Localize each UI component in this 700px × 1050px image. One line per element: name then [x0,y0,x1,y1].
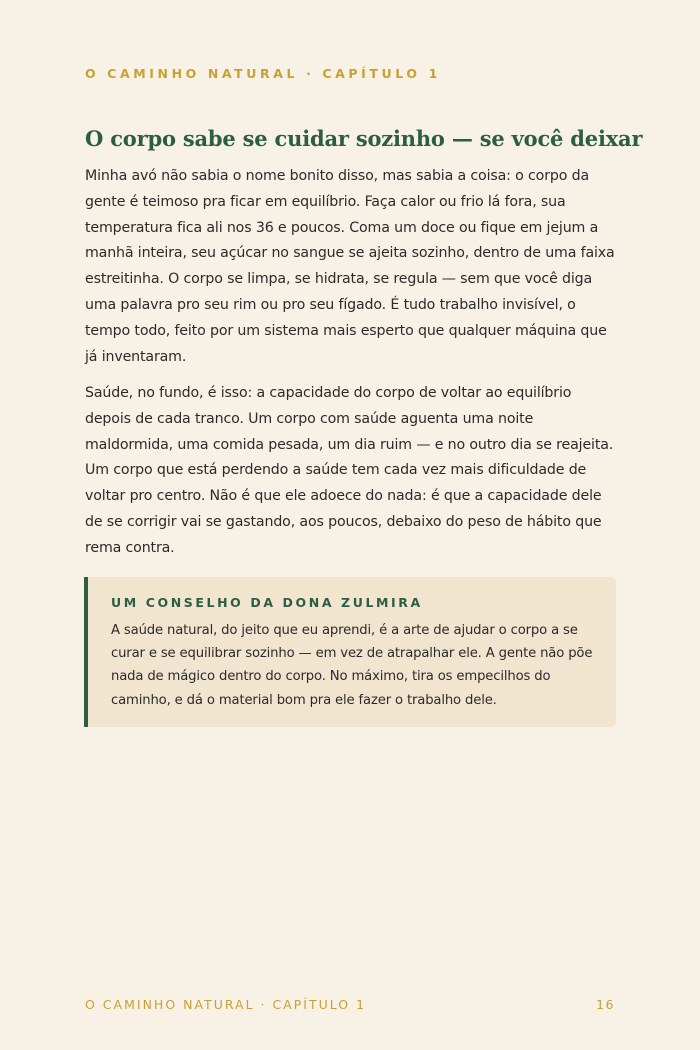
body-paragraph-2: Saúde, no fundo, é isso: a capacidade do corpo de voltar ao equilíbrio depois de cada tranco. Um corpo com saúde aguenta uma noite maldormida, uma comida pesada, um dia ruim — e no outro dia se reajeita. Um corpo que está perdendo a saúde tem cada vez mais dificuldade de voltar pro centro. Não é que ele adoece do nada: é que a capacidade dele de se corrigir vai se gastando, aos poucos, debaixo do peso de hábito que rema contra. [85,385,614,556]
advice-callout [84,577,616,727]
running-head: O CAMINHO NATURAL · CAPÍTULO 1 [85,66,441,81]
chapter-title: O corpo sabe se cuidar sozinho — se você deixar [85,126,643,151]
callout-title: UM CONSELHO DA DONA ZULMIRA [111,595,423,610]
body-paragraph-1: Minha avó não sabia o nome bonito disso, mas sabia a coisa: o corpo da gente é teimoso pra ficar em equilíbrio. Faça calor ou frio lá fora, sua temperatura fica ali nos 36 e poucos. Coma um doce ou fique em jejum a manhã inteira, seu açúcar no sangue se ajeita sozinho, dentro de uma faixa estreitinha. O corpo se limpa, se hidrata, se regula — sem que você diga uma palavra pro seu rim ou pro seu fígado. É tudo trabalho invisível, o tempo todo, feito por um sistema mais esperto que qualquer máquina que já inventaram. [85,168,615,365]
footer-label: O CAMINHO NATURAL · CAPÍTULO 1 [85,997,367,1012]
callout-text: A saúde natural, do jeito que eu aprendi, é a arte de ajudar o corpo a se curar e se equilibrar sozinho — em vez de atrapalhar ele. A gente não põe nada de mágico dentro do corpo. No máximo, tira os empecilhos do caminho, e dá o material bom pra ele fazer o trabalho dele. [111,623,593,708]
page-number: 16 [596,997,615,1012]
